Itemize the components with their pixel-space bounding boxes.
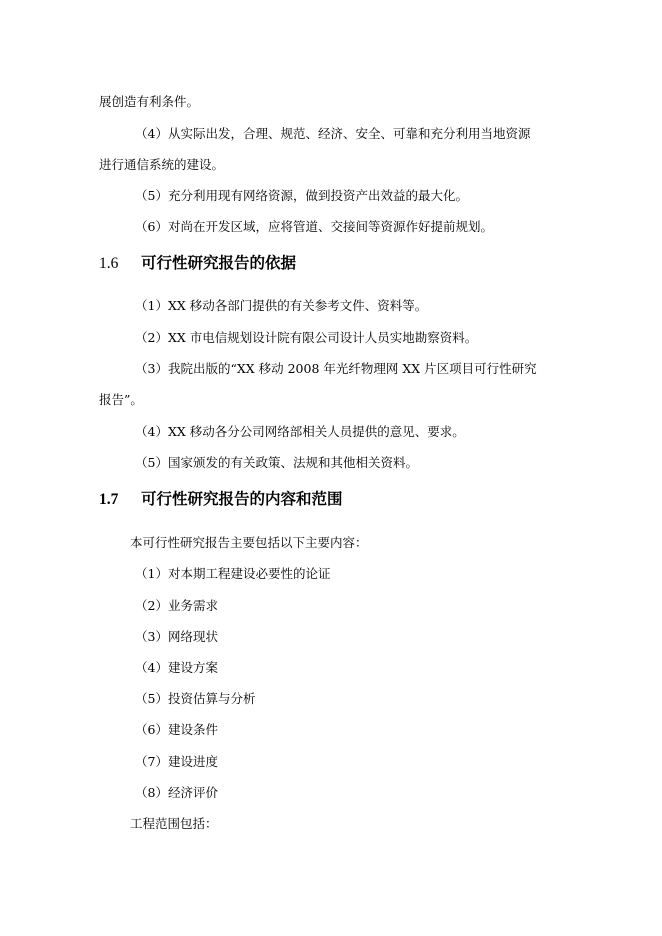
list-item: （1）XX 移动各部门提供的有关参考文件、资料等。 — [135, 298, 428, 313]
list-item-continuation: 报告”。 — [99, 392, 143, 407]
section-heading-1-7 — [99, 489, 343, 510]
section-number: 1.6 — [99, 255, 119, 272]
list-item: （2）XX 市电信规划设计院有限公司设计人员实地勘察资料。 — [135, 330, 478, 345]
section-heading-1-6 — [99, 253, 296, 274]
section-intro: 本可行性研究报告主要包括以下主要内容： — [130, 535, 368, 550]
paragraph-line: 展创造有利条件。 — [99, 94, 200, 109]
scope-label: 工程范围包括： — [130, 816, 218, 831]
paragraph-line: 进行通信系统的建设。 — [99, 157, 225, 172]
paragraph-line: （5）充分利用现有网络资源，做到投资产出效益的最大化。 — [135, 188, 468, 203]
paragraph-line: （4）从实际出发，合理、规范、经济、安全、可靠和充分利用当地资源 — [135, 126, 531, 141]
section-title: 可行性研究报告的依据 — [141, 254, 297, 272]
list-item: （3）我院出版的“XX 移动 2008 年光纤物理网 XX 片区项目可行性研究 — [135, 361, 537, 376]
list-item: （7）建设进度 — [135, 754, 218, 769]
list-item: （4）XX 移动各分公司网络部相关人员提供的意见、要求。 — [135, 424, 465, 439]
list-item: （6）建设条件 — [135, 722, 218, 737]
paragraph-line: （6）对尚在开发区域，应将管道、交接间等资源作好提前规划。 — [135, 219, 493, 234]
list-item: （2）业务需求 — [135, 598, 218, 613]
list-item: （3）网络现状 — [135, 629, 218, 644]
list-item: （5）国家颁发的有关政策、法规和其他相关资料。 — [135, 455, 418, 470]
section-number: 1.7 — [99, 491, 119, 508]
section-title: 可行性研究报告的内容和范围 — [141, 490, 343, 508]
list-item: （5）投资估算与分析 — [135, 691, 256, 706]
list-item: （8）经济评价 — [135, 785, 218, 800]
list-item: （1）对本期工程建设必要性的论证 — [135, 566, 331, 581]
list-item: （4）建设方案 — [135, 660, 218, 675]
